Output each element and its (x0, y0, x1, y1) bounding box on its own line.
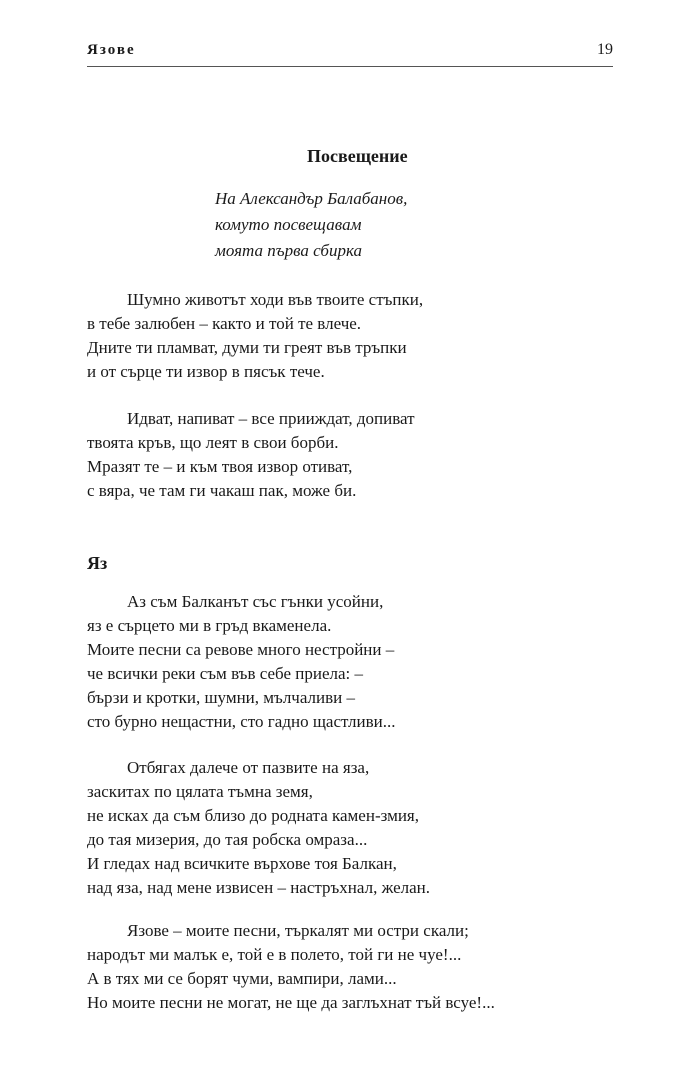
verse-line: Язове – моите песни, търкалят ми остри скали; (127, 921, 469, 940)
poem-title-yaz: Яз (87, 553, 108, 573)
verse-line: Идват, напиват – все прииждат, допиват (127, 409, 415, 428)
verse-line: твоята кръв, що леят в свои борби. (87, 433, 339, 452)
stanza (87, 288, 423, 384)
dedication-line: комуто посвещавам (215, 215, 362, 234)
verse-line: сто бурно нещастни, сто гадно щастливи... (87, 712, 396, 731)
stanza (87, 919, 495, 1015)
verse-line: Но моите песни не могат, не ще да заглъхнат тъй всуе!... (87, 993, 495, 1012)
dedication-line: На Александър Балабанов, (215, 189, 408, 208)
page-number: 19 (597, 41, 613, 58)
verse-line: народът ми малък е, той е в полето, той ги не чуе!... (87, 945, 462, 964)
verse-line: Дните ти пламват, думи ти греят във тръпки (87, 338, 407, 357)
verse-line: И гледах над всичките върхове тоя Балкан, (87, 854, 397, 873)
verse-line: Шумно животът ходи във твоите стъпки, (127, 290, 424, 309)
stanza (87, 590, 395, 734)
verse-line: до тая мизерия, до тая робска омраза... (87, 830, 368, 849)
running-title: Язове (87, 42, 136, 58)
stanza (87, 407, 415, 503)
verse-line: яз е сърцето ми в гръд вкаменела. (87, 616, 332, 635)
verse-line: бързи и кротки, шумни, мълчаливи – (87, 688, 356, 707)
verse-line: над яза, над мене извисен – настръхнал, желан. (87, 878, 431, 897)
verse-line: с вяра, че там ги чакаш пак, може би. (87, 481, 357, 500)
dedication-line: моята първа сбирка (215, 241, 362, 260)
running-header (87, 40, 613, 67)
verse-line: не исках да съм близо до родната камен-змия, (87, 806, 419, 825)
verse-line: че всички реки съм във себе приела: – (87, 664, 364, 683)
dedication-epigraph (215, 186, 407, 264)
verse-line: Мразят те – и към твоя извор отиват, (87, 457, 353, 476)
verse-line: А в тях ми се борят чуми, вампири, лами... (87, 969, 397, 988)
verse-line: Моите песни са ревове много нестройни – (87, 640, 395, 659)
stanza (87, 756, 430, 900)
verse-line: Отбягах далече от пазвите на яза, (127, 758, 370, 777)
verse-line: заскитах по цялата тъмна земя, (87, 782, 313, 801)
verse-line: в тебе залюбен – както и той те влече. (87, 314, 362, 333)
verse-line: и от сърце ти извор в пясък тече. (87, 362, 325, 381)
verse-line: Аз съм Балканът със гънки усойни, (127, 592, 384, 611)
poem-title-dedication: Посвещение (307, 146, 408, 166)
